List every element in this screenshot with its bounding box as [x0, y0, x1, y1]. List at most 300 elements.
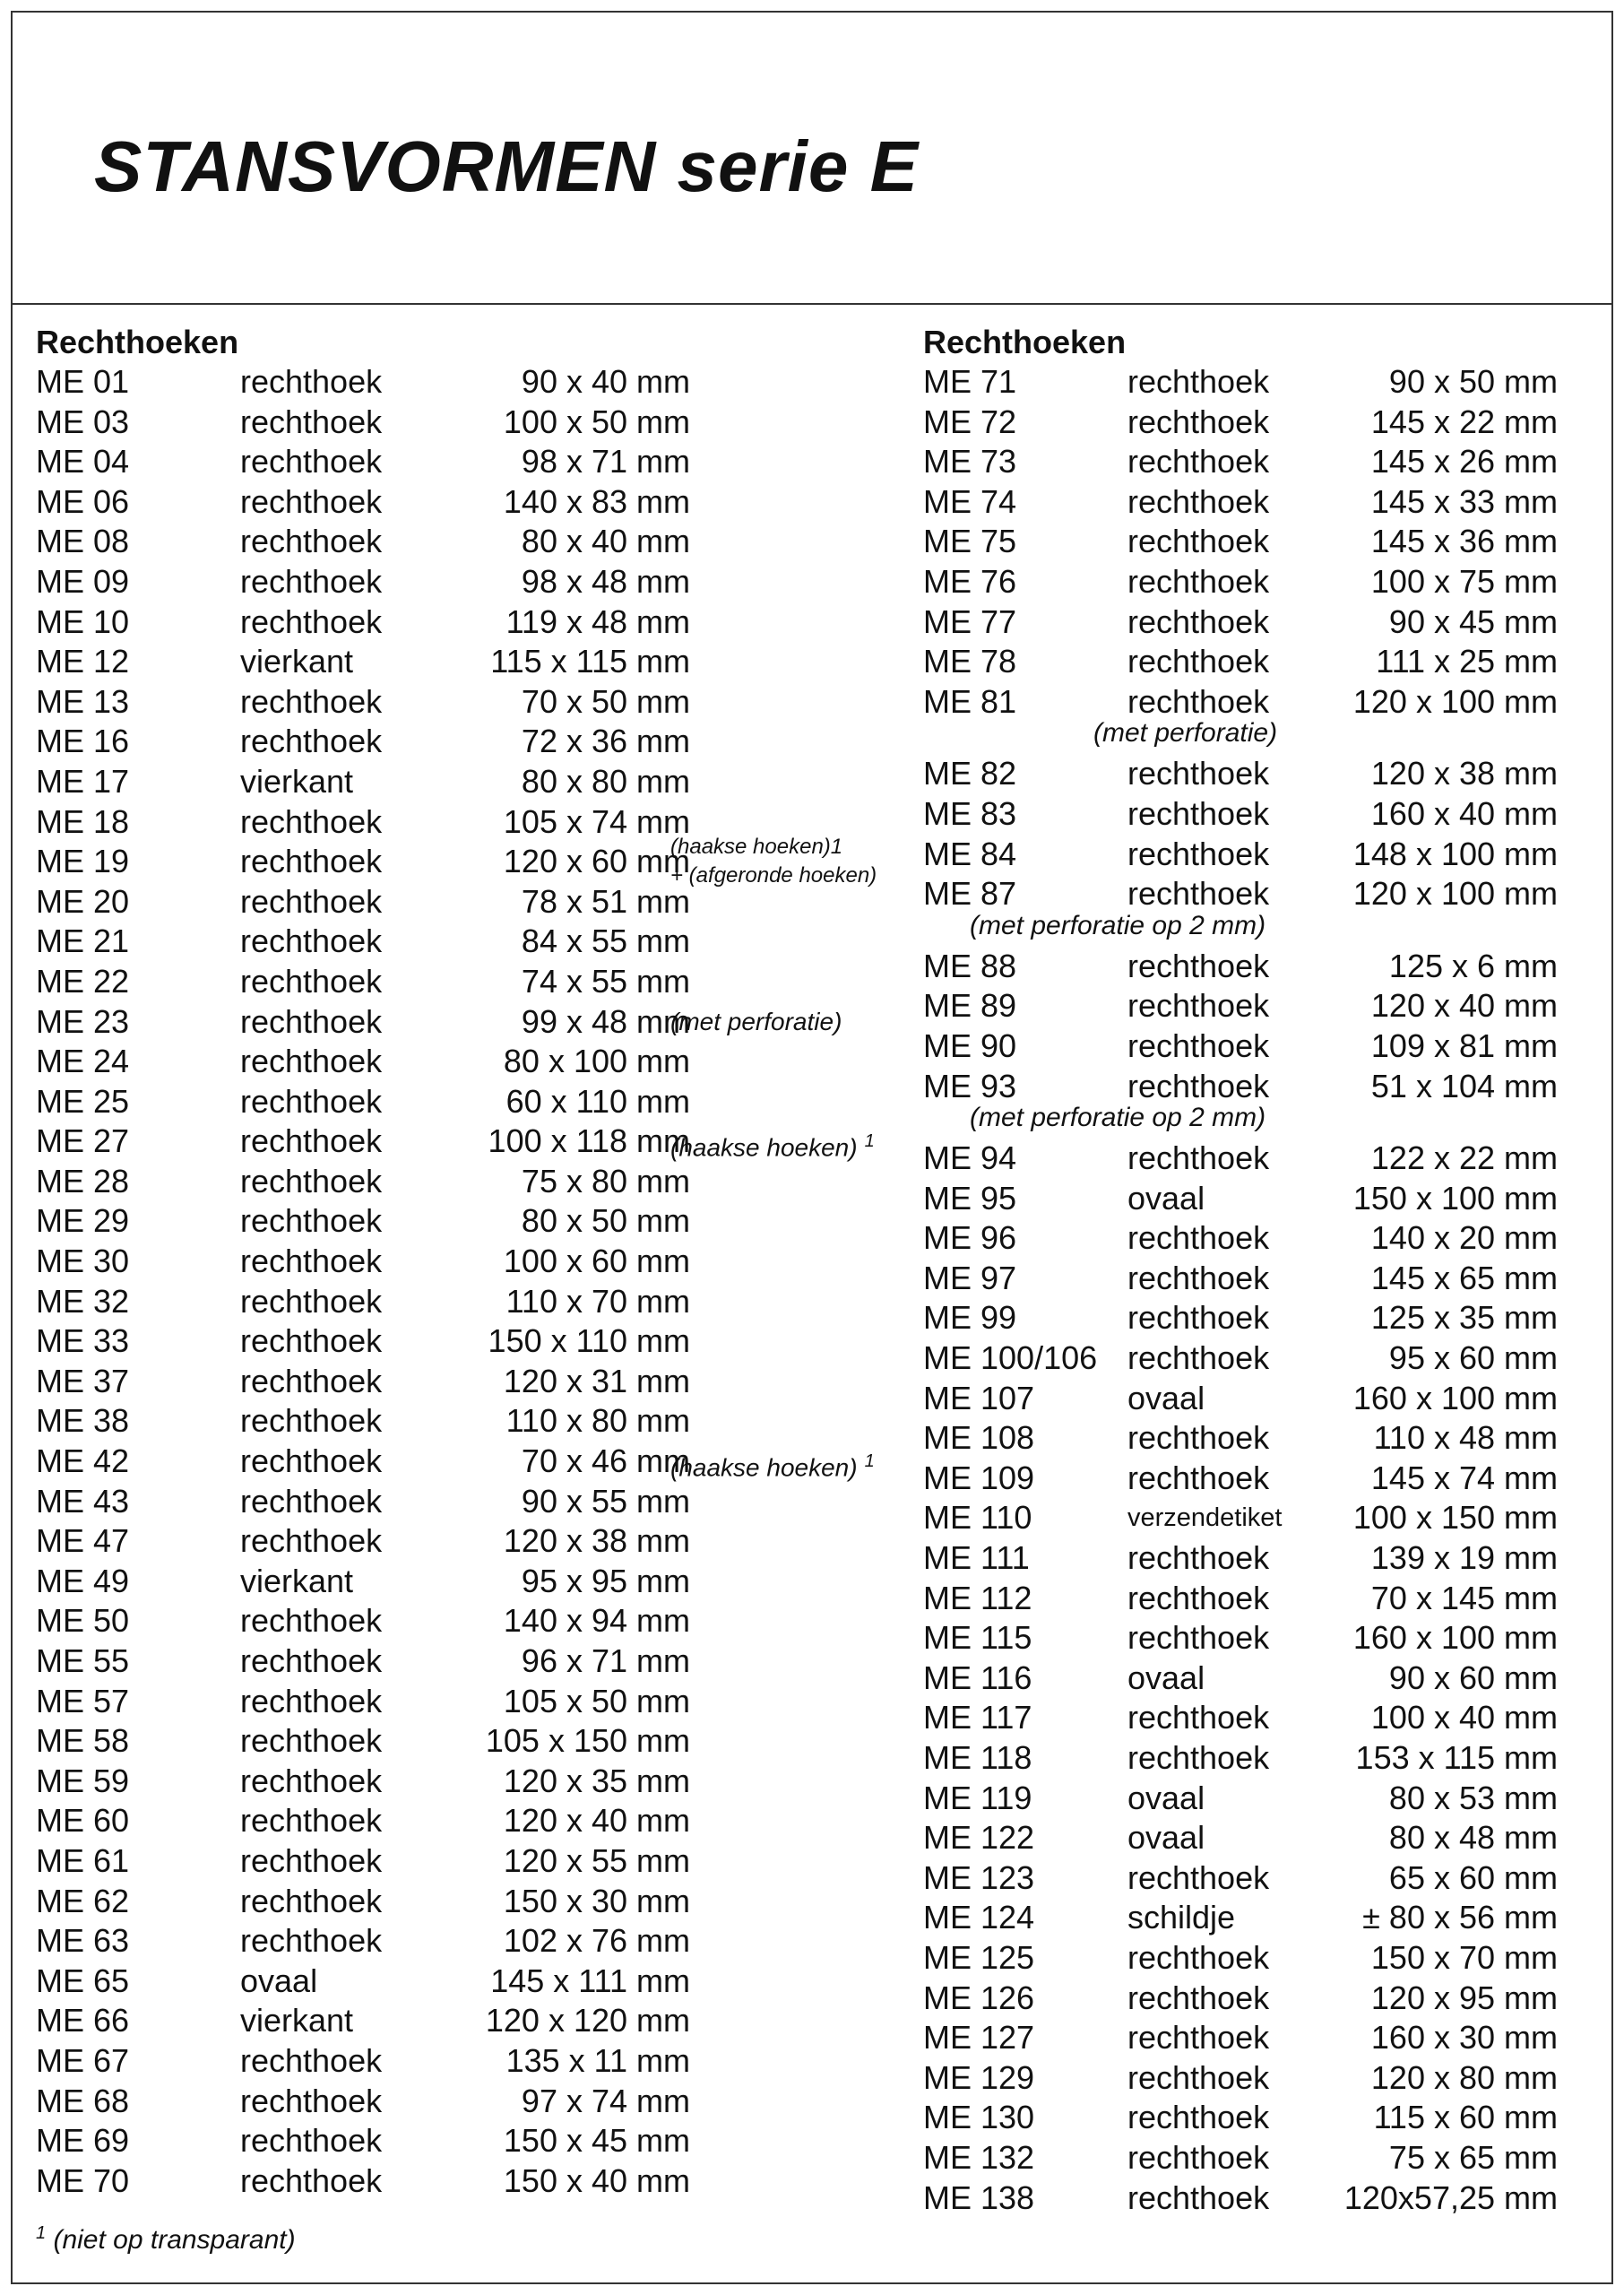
item-description: rechthoek	[1127, 1619, 1270, 1657]
item-code: ME 132	[923, 2138, 1035, 2176]
left-column	[36, 323, 877, 2201]
item-description: rechthoek	[1127, 1739, 1270, 1776]
list-item	[36, 1442, 875, 1482]
list-item	[36, 642, 690, 682]
list-item	[923, 1379, 1558, 1419]
item-size: 139 x 19 mm	[1370, 1539, 1558, 1577]
list-item	[923, 947, 1558, 987]
list-item	[36, 1401, 690, 1442]
item-code: ME 76	[923, 562, 1017, 600]
item-code: ME 22	[36, 962, 130, 1000]
item-code: ME 43	[36, 1482, 130, 1520]
item-code: ME 63	[36, 1922, 130, 1960]
item-description: rechthoek	[240, 1922, 383, 1960]
list-item	[923, 1298, 1558, 1338]
item-code: ME 42	[36, 1442, 130, 1480]
list-item	[36, 1282, 690, 1322]
item-description: vierkant	[240, 1562, 354, 1599]
item-size: 95 x 60 mm	[1388, 1339, 1558, 1377]
item-description: ovaal	[1127, 1179, 1205, 1217]
item-note-first: (haakse hoeken)1	[670, 835, 843, 860]
item-size: 70 x 50 mm	[521, 682, 690, 720]
item-description: rechthoek	[240, 802, 383, 840]
item-code: ME 10	[36, 602, 130, 640]
item-description: rechthoek	[240, 1602, 383, 1640]
item-code: ME 58	[36, 1722, 130, 1760]
item-size: 140 x 20 mm	[1370, 1219, 1558, 1257]
item-code: ME 30	[36, 1243, 130, 1280]
item-code: ME 18	[36, 802, 130, 840]
item-description: rechthoek	[240, 1202, 383, 1240]
item-description: rechthoek	[1127, 1299, 1270, 1337]
item-size: 122 x 22 mm	[1370, 1139, 1558, 1177]
item-code: ME 28	[36, 1162, 130, 1199]
item-code: ME 08	[36, 523, 130, 560]
item-code: ME 122	[923, 1819, 1035, 1857]
list-item	[36, 722, 690, 762]
item-code: ME 66	[36, 2002, 130, 2040]
list-item	[923, 754, 1558, 794]
item-size: 145 x 22 mm	[1370, 403, 1558, 440]
item-description: rechthoek	[240, 403, 383, 440]
item-code: ME 93	[923, 1067, 1017, 1104]
list-item	[923, 1818, 1558, 1858]
list-item	[36, 1521, 690, 1562]
item-size: 51 x 104 mm	[1370, 1067, 1558, 1104]
item-description: rechthoek	[240, 523, 383, 560]
list-item	[923, 1738, 1558, 1779]
item-size: 95 x 95 mm	[521, 1562, 690, 1599]
list-item	[36, 1082, 690, 1122]
item-code: ME 33	[36, 1322, 130, 1360]
item-description: rechthoek	[1127, 2178, 1270, 2216]
item-description: rechthoek	[240, 363, 383, 400]
list-item	[36, 362, 690, 403]
item-description: ovaal	[1127, 1779, 1205, 1816]
item-size: 145 x 111 mm	[490, 1962, 690, 1999]
item-code: ME 127	[923, 2019, 1035, 2057]
item-size: 90 x 55 mm	[521, 1482, 690, 1520]
item-code: ME 04	[36, 443, 130, 481]
item-description: rechthoek	[1127, 2138, 1270, 2176]
item-code: ME 69	[36, 2122, 130, 2160]
item-description: rechthoek	[240, 1882, 383, 1919]
item-code: ME 97	[923, 1259, 1017, 1296]
item-description: rechthoek	[240, 1722, 383, 1760]
list-item	[36, 482, 690, 523]
item-code: ME 115	[923, 1619, 1032, 1657]
list-item	[923, 2058, 1558, 2099]
item-size: 110 x 70 mm	[505, 1282, 690, 1320]
list-item	[36, 2001, 690, 2041]
list-item	[36, 1962, 690, 2002]
item-code: ME 38	[36, 1402, 130, 1440]
item-description: rechthoek	[1127, 1979, 1270, 2016]
item-description: rechthoek	[1127, 1259, 1270, 1296]
item-size: 148 x 100 mm	[1352, 835, 1558, 872]
item-size: 119 x 48 mm	[505, 602, 690, 640]
item-code: ME 71	[923, 363, 1017, 400]
item-size: 80 x 40 mm	[521, 523, 690, 560]
item-description: rechthoek	[1127, 562, 1270, 600]
list-item	[36, 962, 690, 1002]
item-size: 145 x 33 mm	[1370, 482, 1558, 520]
list-item	[923, 1698, 1558, 1738]
item-description: rechthoek	[240, 882, 383, 920]
page-title: STANSVORMEN serie E	[94, 126, 919, 206]
item-size: 120 x 38 mm	[503, 1522, 690, 1560]
item-code: ME 87	[923, 875, 1017, 913]
item-code: ME 129	[923, 2058, 1035, 2096]
item-description: rechthoek	[240, 443, 383, 481]
list-item	[923, 1579, 1558, 1619]
item-size: 97 x 74 mm	[521, 2082, 690, 2119]
list-item	[36, 1242, 690, 1282]
item-size: 90 x 60 mm	[1388, 1658, 1558, 1696]
item-code: ME 65	[36, 1962, 130, 1999]
list-item	[923, 562, 1558, 602]
item-size: 100 x 50 mm	[503, 403, 690, 440]
item-code: ME 60	[36, 1802, 130, 1840]
list-item	[923, 1338, 1558, 1379]
list-item	[923, 1618, 1558, 1658]
item-code: ME 96	[923, 1219, 1017, 1257]
item-size: 75 x 80 mm	[521, 1162, 690, 1199]
item-code: ME 90	[923, 1026, 1017, 1064]
item-code: ME 16	[36, 723, 130, 760]
list-item	[923, 403, 1558, 443]
item-description: rechthoek	[1127, 1579, 1270, 1616]
list-item	[923, 2018, 1558, 2058]
item-description: rechthoek	[240, 2041, 383, 2079]
item-code: ME 19	[36, 843, 130, 880]
item-code: ME 138	[923, 2178, 1035, 2216]
item-size: 100 x 40 mm	[1370, 1699, 1558, 1736]
list-item	[923, 1979, 1558, 2019]
item-size: 140 x 83 mm	[503, 482, 690, 520]
list-item	[36, 522, 690, 562]
item-description: rechthoek	[1127, 1938, 1270, 1976]
item-description: rechthoek	[240, 1762, 383, 1799]
item-description: vierkant	[240, 762, 354, 800]
item-code: ME 84	[923, 835, 1017, 872]
item-description: rechthoek	[1127, 523, 1270, 560]
item-description: ovaal	[1127, 1379, 1205, 1416]
item-description: rechthoek	[240, 2082, 383, 2119]
list-item	[36, 1201, 690, 1242]
item-code: ME 89	[923, 987, 1017, 1025]
list-sub-note	[923, 910, 1277, 947]
item-description: rechthoek	[1127, 1067, 1270, 1104]
item-description: rechthoek	[1127, 443, 1270, 481]
list-item	[923, 835, 1558, 875]
item-size: 145 x 65 mm	[1370, 1259, 1558, 1296]
item-size: 80 x 48 mm	[1388, 1819, 1558, 1857]
item-size: 150 x 45 mm	[503, 2122, 690, 2160]
list-item	[36, 2121, 690, 2161]
list-item	[923, 1898, 1558, 1938]
item-size: 145 x 74 mm	[1370, 1459, 1558, 1496]
list-item	[923, 986, 1558, 1026]
item-size: 90 x 45 mm	[1388, 602, 1558, 640]
item-description: rechthoek	[1127, 755, 1270, 792]
list-item	[923, 1658, 1558, 1699]
item-description: rechthoek	[240, 1162, 383, 1199]
item-code: ME 78	[923, 643, 1017, 680]
list-item	[923, 794, 1558, 835]
item-size: 80 x 53 mm	[1388, 1779, 1558, 1816]
item-code: ME 47	[36, 1522, 130, 1560]
item-description: rechthoek	[1127, 403, 1270, 440]
item-code: ME 13	[36, 682, 130, 720]
list-item	[923, 362, 1558, 403]
item-description: rechthoek	[1127, 2099, 1270, 2136]
list-item	[923, 1218, 1558, 1259]
item-size: 120 x 55 mm	[503, 1841, 690, 1879]
item-size: 125 x 35 mm	[1370, 1299, 1558, 1337]
item-description: rechthoek	[1127, 2058, 1270, 2096]
item-size: 120 x 100 mm	[1352, 875, 1558, 913]
item-size: 115 x 60 mm	[1373, 2099, 1558, 2136]
item-size: 160 x 100 mm	[1352, 1619, 1558, 1657]
item-code: ME 49	[36, 1562, 130, 1599]
item-code: ME 17	[36, 762, 130, 800]
item-description: rechthoek	[1127, 1339, 1270, 1377]
item-description: rechthoek	[240, 1841, 383, 1879]
list-item	[923, 1139, 1558, 1179]
item-size: 102 x 76 mm	[503, 1922, 690, 1960]
item-description: rechthoek	[240, 1282, 383, 1320]
item-code: ME 21	[36, 922, 130, 960]
item-description: rechthoek	[240, 843, 383, 880]
item-size: 145 x 26 mm	[1370, 443, 1558, 481]
item-size: 70 x 145 mm	[1370, 1579, 1558, 1616]
item-note	[670, 1002, 842, 1043]
list-item	[923, 1938, 1558, 1979]
item-size: 105 x 150 mm	[485, 1722, 690, 1760]
item-code: ME 57	[36, 1682, 130, 1719]
item-code: ME 95	[923, 1179, 1017, 1217]
list-item	[923, 642, 1558, 682]
item-description: rechthoek	[240, 1682, 383, 1719]
item-size: 160 x 40 mm	[1370, 794, 1558, 832]
item-description: rechthoek	[240, 682, 383, 720]
item-description: rechthoek	[1127, 1459, 1270, 1496]
item-note	[670, 1122, 875, 1168]
item-description: rechthoek	[1127, 1026, 1270, 1064]
item-description: rechthoek	[1127, 1419, 1270, 1457]
item-code: ME 111	[923, 1539, 1030, 1577]
item-size: 153 x 115 mm	[1355, 1739, 1558, 1776]
list-item	[36, 1362, 690, 1402]
item-description: rechthoek	[1127, 1219, 1270, 1257]
item-size: 74 x 55 mm	[521, 962, 690, 1000]
item-code: ME 88	[923, 947, 1017, 984]
item-description: rechthoek	[240, 1002, 383, 1040]
item-size: 140 x 94 mm	[503, 1602, 690, 1640]
item-size: 96 x 71 mm	[521, 1642, 690, 1679]
item-code: ME 99	[923, 1299, 1017, 1337]
item-size: 70 x 46 mm	[521, 1442, 690, 1480]
item-description: ovaal	[240, 1962, 318, 1999]
item-code: ME 67	[36, 2041, 130, 2079]
item-size: 109 x 81 mm	[1370, 1026, 1558, 1064]
list-item	[36, 1801, 690, 1841]
list-item	[36, 922, 690, 962]
list-item	[36, 602, 690, 643]
item-code: ME 125	[923, 1938, 1035, 1976]
item-description: rechthoek	[1127, 682, 1270, 720]
item-description: vierkant	[240, 2002, 354, 2040]
item-description: rechthoek	[240, 1402, 383, 1440]
item-code: ME 126	[923, 1979, 1035, 2016]
item-description: vierkant	[240, 643, 354, 680]
item-code: ME 27	[36, 1122, 130, 1160]
item-size: 99 x 48 mm	[521, 1002, 690, 1040]
item-size: 120 x 31 mm	[503, 1362, 690, 1399]
list-item	[923, 1498, 1558, 1538]
item-size: 105 x 50 mm	[503, 1682, 690, 1719]
item-size: 60 x 110 mm	[505, 1082, 690, 1120]
item-code: ME 29	[36, 1202, 130, 1240]
item-description: rechthoek	[1127, 1539, 1270, 1577]
item-description: rechthoek	[240, 922, 383, 960]
item-size: 98 x 71 mm	[521, 443, 690, 481]
item-description: rechthoek	[1127, 1699, 1270, 1736]
item-code: ME 59	[36, 1762, 130, 1799]
item-size: 120 x 95 mm	[1370, 1979, 1558, 2016]
item-code: ME 119	[923, 1779, 1032, 1816]
list-item	[923, 442, 1558, 482]
item-code: ME 124	[923, 1899, 1035, 1936]
item-note	[670, 1442, 875, 1488]
item-description: rechthoek	[1127, 363, 1270, 400]
item-code: ME 73	[923, 443, 1017, 481]
item-description: rechthoek	[240, 1243, 383, 1280]
item-description: rechthoek	[1127, 875, 1270, 913]
list-item	[36, 442, 690, 482]
item-code: ME 100/106	[923, 1339, 1098, 1377]
item-size: 65 x 60 mm	[1388, 1858, 1558, 1896]
item-size: 72 x 36 mm	[521, 723, 690, 760]
item-note-text: (haakse hoeken)	[670, 1133, 858, 1162]
item-code: ME 110	[923, 1499, 1032, 1537]
item-size: 150 x 70 mm	[1370, 1938, 1558, 1976]
item-size: 150 x 110 mm	[488, 1322, 690, 1360]
item-code: ME 109	[923, 1459, 1035, 1496]
list-item	[36, 882, 690, 922]
item-size: 80 x 50 mm	[521, 1202, 690, 1240]
item-size: 110 x 48 mm	[1373, 1419, 1558, 1457]
list-item	[36, 1921, 690, 1962]
list-item	[923, 1858, 1558, 1899]
item-size: 150 x 30 mm	[503, 1882, 690, 1919]
list-item	[36, 802, 690, 843]
item-size: 90 x 50 mm	[1388, 363, 1558, 400]
item-description: rechthoek	[1127, 602, 1270, 640]
item-size: 111 x 25 mm	[1376, 643, 1558, 680]
item-code: ME 94	[923, 1139, 1017, 1177]
left-list	[36, 362, 877, 2201]
item-description: rechthoek	[240, 1642, 383, 1679]
list-item	[36, 1122, 875, 1162]
item-size: 120 x 40 mm	[503, 1802, 690, 1840]
item-code: ME 74	[923, 482, 1017, 520]
section-heading-right: Rechthoeken	[923, 324, 1127, 360]
item-code: ME 123	[923, 1858, 1035, 1896]
item-size: 120 x 60 mm	[503, 843, 690, 880]
item-code: ME 70	[36, 2161, 130, 2199]
list-item	[36, 1482, 690, 1522]
item-size: 120x57,25 mm	[1343, 2178, 1558, 2216]
list-item	[36, 1321, 690, 1362]
item-size: 75 x 65 mm	[1388, 2138, 1558, 2176]
item-size: 78 x 51 mm	[521, 882, 690, 920]
item-description: rechthoek	[1127, 643, 1270, 680]
item-code: ME 01	[36, 363, 130, 400]
list-item	[36, 2082, 690, 2122]
list-item	[923, 602, 1558, 643]
item-description: rechthoek	[240, 1043, 383, 1080]
item-size: 150 x 40 mm	[503, 2161, 690, 2199]
item-size: 120 x 120 mm	[485, 2002, 690, 2040]
item-description: rechthoek	[240, 1322, 383, 1360]
item-size: 110 x 80 mm	[505, 1402, 690, 1440]
item-description: rechthoek	[1127, 835, 1270, 872]
item-code: ME 24	[36, 1043, 130, 1080]
item-description: rechthoek	[1127, 482, 1270, 520]
list-item	[36, 1682, 690, 1722]
item-description: rechthoek	[240, 562, 383, 600]
section-heading-left: Rechthoeken	[36, 324, 239, 360]
item-code: ME 77	[923, 602, 1017, 640]
item-note-mark: 1	[864, 1131, 875, 1152]
list-item	[923, 682, 1558, 723]
right-list	[923, 362, 1558, 2218]
item-size: 145 x 36 mm	[1370, 523, 1558, 560]
item-code: ME 112	[923, 1579, 1032, 1616]
list-item	[36, 1841, 690, 1882]
item-note-second: + (afgeronde hoeken)	[670, 863, 877, 888]
footnote	[36, 2223, 296, 2256]
list-item	[36, 1641, 690, 1682]
list-item	[36, 1721, 690, 1762]
list-item	[36, 1762, 690, 1802]
item-note-mark: 1	[864, 1451, 875, 1472]
item-description: verzendetiket	[1127, 1503, 1283, 1533]
item-description: rechthoek	[240, 1122, 383, 1160]
item-size: 120 x 100 mm	[1352, 682, 1558, 720]
item-note-text: (haakse hoeken)	[670, 1453, 858, 1482]
item-description: rechthoek	[1127, 1139, 1270, 1177]
item-code: ME 25	[36, 1082, 130, 1120]
item-code: ME 50	[36, 1602, 130, 1640]
item-size: 120 x 40 mm	[1370, 987, 1558, 1025]
list-item	[923, 874, 1558, 914]
list-item	[36, 762, 690, 802]
right-column	[923, 323, 1558, 2218]
item-code: ME 107	[923, 1379, 1035, 1416]
item-size: 105 x 74 mm	[503, 802, 690, 840]
item-size: 100 x 118 mm	[488, 1122, 690, 1160]
item-description: rechthoek	[1127, 794, 1270, 832]
item-description: rechthoek	[240, 1522, 383, 1560]
list-item	[36, 2041, 690, 2082]
item-code: ME 81	[923, 682, 1017, 720]
item-code: ME 117	[923, 1699, 1032, 1736]
item-description: rechthoek	[1127, 1858, 1270, 1896]
list-item	[923, 1459, 1558, 1499]
